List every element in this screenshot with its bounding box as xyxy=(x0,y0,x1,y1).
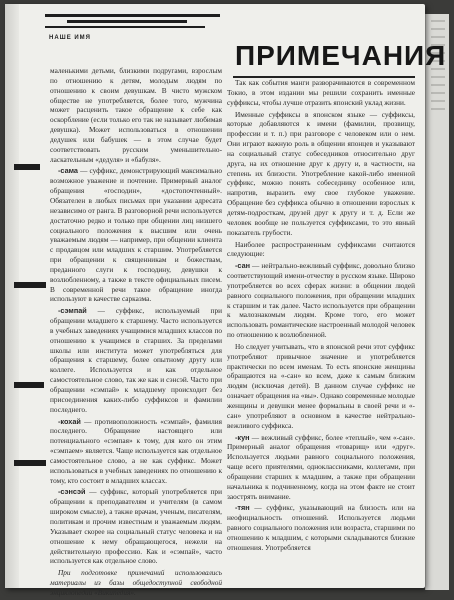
term-text: — суффикс, указывающий на близость или на неофициальность отношений. Используется людьми равного социального положения или возраста, старшими по отношению к младшим, с которыми складываются близкие отношения. Употребляется xyxy=(227,503,415,552)
term-marker xyxy=(14,282,46,288)
paragraph: Так как события манги разворачиваются в современном Токио, в этом издании мы решили сохранить именные суффиксы, чтобы лучше отразить японский уклад жизни. xyxy=(227,78,415,107)
paragraph: Именные суффиксы в японском языке — суффиксы, которые добавляются к имени (фамилии, прозвищу, профессии и т. п.) при разговоре с человеком или о нем. Они играют важную роль в общении японцев и указывают на социальный статус собеседников относительно друг друга, на их отношение друг к другу и, в частности, на степень их близости. Употребление какой-либо именной суффикс, можно понять собеседнику особенное или, напротив, выразить ему свое глубокое уважение. Обращение без суффикса обычно в отношении взрослых к детям-подросткам, друзей друг к другу и т. д. Если же человек вообще не пользуется суффиксами, то это явный показатель грубости. xyxy=(227,109,415,237)
term-label: -сама xyxy=(58,166,78,176)
chapter-label: НАШЕ ИМЯ xyxy=(49,35,91,41)
chapter-header-decoration xyxy=(45,14,220,34)
term-entry-kun xyxy=(227,433,415,502)
term-entry-sensei xyxy=(50,487,222,566)
term-label: -сэнсэй xyxy=(58,487,86,497)
right-column xyxy=(227,78,415,553)
page-spine xyxy=(5,4,19,588)
term-text: — нейтрально-вежливый суффикс, довольно близко соответствующий имени-отчеству в русском языке. Широко употребляется во всех сферах жизни: в общении людей равного социального положения, при обращении младших к старшим и так далее. Часто используется при обращении к малознакомым людям. Кроме того, его может использовать романтические настроенный молодой человек по отношению к возлюбленной. xyxy=(227,261,415,340)
term-text: — суффикс, демонстрирующий максимально возможное уважение и почтение. Примерный аналог обращения «господин», «достопочтенный». Обязателен в любых письмах при указании адресата независимо от ранга. В разговорной речи используется достаточно редко и только при общении лиц низшего социального положения к высшим или очень уважаемым людям — например, при общении клиента с продавцом или младших к старшим. Употребляется при обращении к священникам и божествам, преданного слуги к господину, девушки к возлюбленному, а также в тексте официальных писем. В современной речи такое обращение иногда используют в качестве сарказма. xyxy=(50,166,222,304)
term-text: — противоположность «сэмпай», фамилия последнего. Обращение настоящего или потенциального «сэмпая» к тому, для кого он этим «сэмпаем» является. Чаще используется как отдельное самостоятельное слово, а не как суффикс. Может использоваться в учебных заведениях по отношению к тому, кто состоит в младших классах. xyxy=(50,416,222,485)
paragraph: Но следует учитывать, что в японской речи этот суффикс употребляют привычное значение и употребляется практически по всем именам. То есть японские женщины обращаются на «-сан» ко всем, даже к самым близким людям (исключая детей). В данном случае суффикс не означает обращения на «вы». Однако современные молодые женщины и девушки менее формальны в своей речи и «-сан» употребляют в основном в качестве нейтрально-вежливого суффикса. xyxy=(227,341,415,430)
term-entry-tyan xyxy=(227,503,415,552)
term-text: — суффикс, который употребляется при обращении к преподавателям и учителям (в самом широком смысле), а также врачам, ученым, писателям, политикам и прочим известным и уважаемым людям. Указывает скорее на социальный статус человека и на отношение к нему обращающегося, нежели на действительную профессию. Как и «сэмпай», часто используется как отдельное слово. xyxy=(50,487,222,566)
term-label: -сэмпай xyxy=(58,306,87,316)
term-marker xyxy=(14,164,40,170)
term-entry-sama xyxy=(50,166,222,304)
term-label: -кун xyxy=(235,432,250,442)
page-title: ПРИМЕЧАНИЯ xyxy=(235,40,447,71)
term-entry-san xyxy=(227,261,415,340)
next-page-edge xyxy=(425,14,449,590)
term-label: -тян xyxy=(235,503,250,513)
book-page xyxy=(5,4,447,597)
term-entry-kohai xyxy=(50,417,222,486)
left-column xyxy=(50,66,222,598)
term-label: -сан xyxy=(235,261,251,271)
term-text: — суффикс, используемый при обращении младшего к старшему. Часто используется в учебных заведениях учащимися младших классов по отношению к учащимся в старших. За пределами школы или института может употребляться для обращения к старшему, более опытному другу или коллеге. Используется и как отдельное самостоятельное слово, так же как и сэнсэй. Часто при обращении «сэмпай» к младшему происходит без присоединения каких-либо суффиксов и фамилии последнего. xyxy=(50,306,222,414)
paragraph: Наиболее распространенным суффиксами считаются следующие: xyxy=(227,239,415,259)
paragraph: маленькими детьми, близкими подругами, взрослым по отношению к детям, молодым людям по отношению к своим девушкам. В чисто мужском обществе не употребляется, более того, мужчина может расценить такое обращение к себе как оскорбление (если только его так не называет любимая девушка). Может использоваться в отношении дедушек или бабушек — в этом случае будет соответствовать русским уменьшительно-ласкательным «дедуля» и «бабуля». xyxy=(50,66,222,164)
term-marker xyxy=(14,382,44,388)
source-note: При подготовке примечаний использовались материалы из базы общедоступной свободной энциклопедии «Википедия». xyxy=(50,568,222,597)
term-text: — вежливый суффикс, более «теплый», чем «-сан». Примерный аналог обращения «товарищ» или «друг». Используется людьми равного социального положения, чаще всего приятелями, одноклассниками, коллегами, при обращении старших к младшим, а также при обращении начальника к подчиненному, когда на этом факте не стоит заострять внимание. xyxy=(227,432,415,501)
term-entry-sempai xyxy=(50,306,222,414)
term-label: -кохай xyxy=(58,416,81,426)
term-marker xyxy=(14,460,46,466)
